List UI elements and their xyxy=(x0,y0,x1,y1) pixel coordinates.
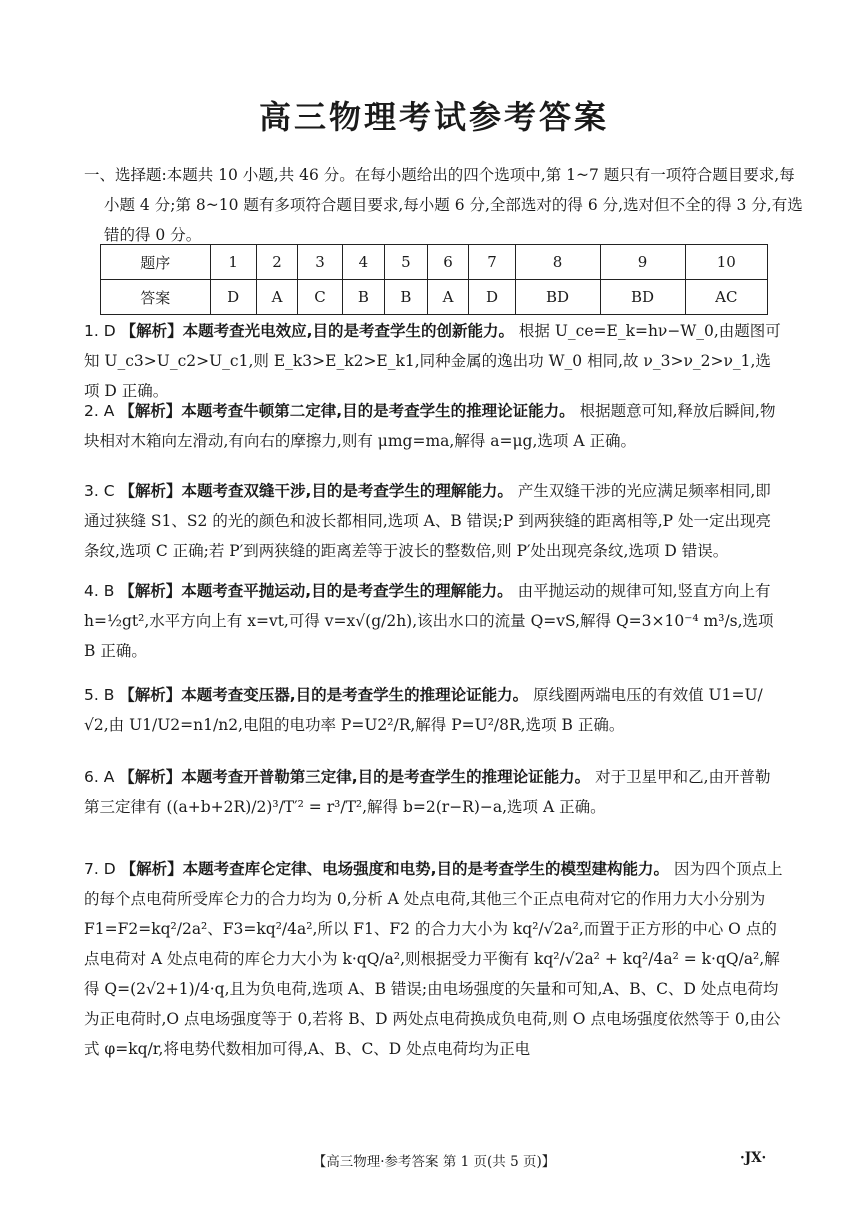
analysis-heading: 【解析】本题考查双缝干涉,目的是考查学生的理解能力。 xyxy=(119,482,513,500)
table-row-label: 答案 xyxy=(101,280,211,315)
analysis-body: 因为四个顶点上的每个点电荷所受库仑力的合力均为 0,分析 A 处点电荷,其他三个正点电荷对它的作用力大小分别为 F1=F2=kq²/2a²、F3=kq²/4a²,所以 F1、F2 的合力大小为 kq²/√2a²,而置于正方形的中心 O 点的点电荷对 A 处点电荷的库仑力大小为 k·qQ/a²,则根据受力平衡有 kq²/√2a² + kq²/4a² = k·qQ/a²,解得 Q=(2√2+1)/4·q,且为负电荷,选项 A、B 错误;由电场强度的矢量和可知,A、B、C、D 处点电荷均为正电荷时,O 点电场强度等于 0,若将 B、D 两处点电荷换成负电荷,则 O 点电场强度依然等于 0,由公式 φ=kq/r,将电势代数相加可得,A、B、C、D 处点电荷均为正电 xyxy=(84,860,783,1058)
analysis-heading: 【解析】本题考查光电效应,目的是考查学生的创新能力。 xyxy=(120,322,514,340)
page-title: 高三物理考试参考答案 xyxy=(258,98,609,136)
table-cell: D xyxy=(469,280,515,315)
table-row-label: 题序 xyxy=(101,245,211,280)
footer-code: ·JX· xyxy=(740,1150,767,1166)
table-cell: 8 xyxy=(515,245,600,280)
table-row-numbers xyxy=(101,245,768,280)
answer-table xyxy=(100,244,768,315)
table-cell: 3 xyxy=(298,245,342,280)
analysis-body: 由平抛运动的规律可知,竖直方向上有 h=½gt²,水平方向上有 x=vt,可得 v=x√(g/2h),该出水口的流量 Q=vS,解得 Q=3×10⁻⁴ m³/s,选项 B 正确。 xyxy=(84,582,774,660)
table-cell: BD xyxy=(515,280,600,315)
table-cell: D xyxy=(210,280,256,315)
table-cell: 1 xyxy=(210,245,256,280)
table-cell: A xyxy=(256,280,298,315)
analysis-heading: 【解析】本题考查变压器,目的是考查学生的推理论证能力。 xyxy=(119,686,529,704)
analysis-heading: 【解析】本题考查开普勒第三定律,目的是考查学生的推理论证能力。 xyxy=(119,768,591,786)
analysis-body: 原线圈两端电压的有效值 U1=U/√2,由 U1/U2=n1/n2,电阻的电功率 P=U2²/R,解得 P=U²/8R,选项 B 正确。 xyxy=(84,686,763,734)
question-answer: 7. D xyxy=(84,860,116,878)
analysis-body: 对于卫星甲和乙,由开普勒第三定律有 ((a+b+2R)/2)³/T′² = r³/T²,解得 b=2(r−R)−a,选项 A 正确。 xyxy=(84,768,771,816)
table-cell: B xyxy=(342,280,385,315)
table-cell: 4 xyxy=(342,245,385,280)
question-explanation xyxy=(84,576,784,666)
question-answer: 2. A xyxy=(84,402,115,420)
table-cell: BD xyxy=(600,280,685,315)
question-explanation xyxy=(84,316,784,406)
question-answer: 6. A xyxy=(84,768,115,786)
analysis-heading: 【解析】本题考查平抛运动,目的是考查学生的理解能力。 xyxy=(119,582,513,600)
question-explanation xyxy=(84,680,784,740)
analysis-body: 根据题意可知,释放后瞬间,物块相对木箱向左滑动,有向右的摩擦力,则有 μmg=ma,解得 a=μg,选项 A 正确。 xyxy=(84,402,776,450)
page-footer: 【高三物理·参考答案 第 1 页(共 5 页)】 xyxy=(312,1154,556,1170)
table-cell: AC xyxy=(685,280,767,315)
table-cell: 7 xyxy=(469,245,515,280)
question-answer: 4. B xyxy=(84,582,115,600)
table-cell: C xyxy=(298,280,342,315)
analysis-body: 产生双缝干涉的光应满足频率相同,即通过狭缝 S1、S2 的光的颜色和波长都相同,选项 A、B 错误;P 到两狭缝的距离相等,P 处一定出现亮条纹,选项 C 正确;若 P′到两狭缝的距离差等于波长的整数倍,则 P′处出现亮条纹,选项 D 错误。 xyxy=(84,482,772,560)
analysis-heading: 【解析】本题考查牛顿第二定律,目的是考查学生的推理论证能力。 xyxy=(119,402,575,420)
table-row-answers xyxy=(101,280,768,315)
analysis-heading: 【解析】本题考查库仑定律、电场强度和电势,目的是考查学生的模型建构能力。 xyxy=(120,860,669,878)
question-answer: 5. B xyxy=(84,686,115,704)
question-explanation xyxy=(84,476,784,566)
table-cell: 9 xyxy=(600,245,685,280)
table-cell: 10 xyxy=(685,245,767,280)
table-cell: A xyxy=(427,280,469,315)
question-answer: 1. D xyxy=(84,322,116,340)
question-explanation xyxy=(84,762,784,822)
table-cell: 2 xyxy=(256,245,298,280)
question-explanation xyxy=(84,854,784,1064)
table-cell: 6 xyxy=(427,245,469,280)
section-instructions: 一、选择题:本题共 10 小题,共 46 分。在每小题给出的四个选项中,第 1~7 题只有一项符合题目要求,每小题 4 分;第 8~10 题有多项符合题目要求,每小题 6 分,全部选对的得 6 分,选对但不全的得 3 分,有选错的得 0 分。 xyxy=(84,166,803,244)
question-answer: 3. C xyxy=(84,482,115,500)
table-cell: 5 xyxy=(385,245,428,280)
analysis-body: 根据 U_ce=E_k=hν−W_0,由题图可知 U_c3>U_c2>U_c1,则 E_k3>E_k2>E_k1,同种金属的逸出功 W_0 相同,故 ν_3>ν_2>ν_1,选项 D 正确。 xyxy=(84,322,781,400)
table-cell: B xyxy=(385,280,428,315)
question-explanation xyxy=(84,396,784,456)
